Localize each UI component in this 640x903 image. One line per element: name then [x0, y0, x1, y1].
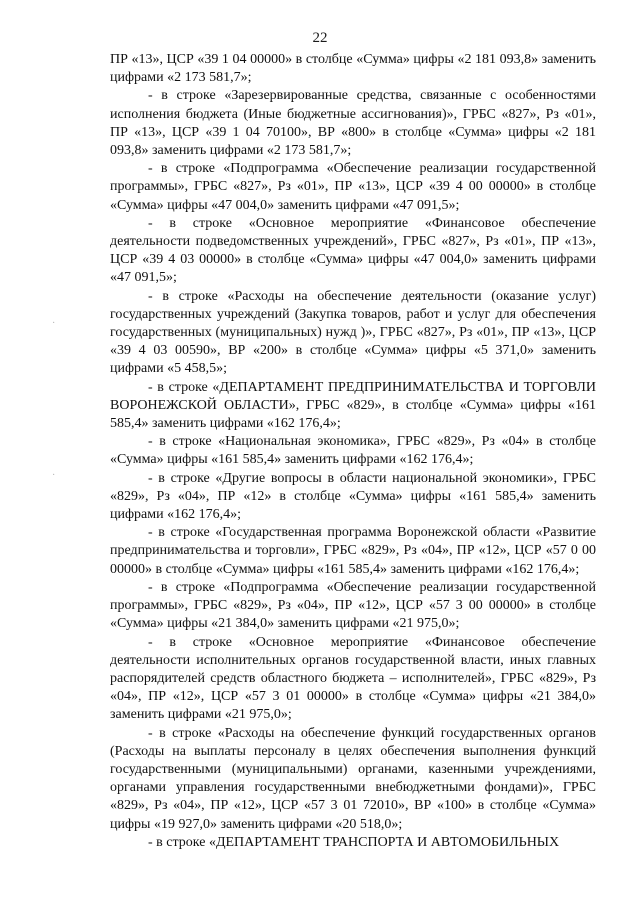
paragraph-subprogram-829: - в строке «Подпрограмма «Обеспечение реализации государственной программы», ГРБС «829», Рз «04», ПР «12», ЦСР «57 3 00 00000» в столбце «Сумма» цифры «21 384,0» заменить цифрами «21 975,0»;: [110, 579, 596, 632]
margin-tick-mark: ·: [52, 470, 56, 481]
paragraph-subprogram-827: - в строке «Подпрограмма «Обеспечение реализации государственной программы», ГРБС «827», Рз «01», ПР «13», ЦСР «39 4 00 00000» в столбце «Сумма» цифры «47 004,0» заменить цифрами «47 091,5»;: [110, 161, 596, 213]
page-number: 22: [312, 30, 328, 46]
paragraph-state-program: - в строке «Государственная программа Воронежской области «Развитие предпринимательства и торговли», ГРБС «829», Рз «04», ПР «12», ЦСР «57 0 00 00000» в столбце «Сумма» цифры «161 585,4» заменить цифрами «162 176,4»;: [110, 525, 596, 577]
paragraph-reserved-funds: - в строке «Зарезервированные средства, связанные с особенностями исполнения бюджета (Иные бюджетные ассигнования)», ГРБС «827», Рз «01», ПР «13», ЦСР «39 1 04 70100», ВР «800» в столбце «Сумма» цифры «2 181 093,8» заменить цифрами «2 173 581,7»;: [110, 88, 596, 159]
paragraph-main-event-829: - в строке «Основное мероприятие «Финансовое обеспечение деятельности исполнительных органов государственной власти, иных главных распорядителей средств областного бюджета – исполнителей», ГРБС «829», Рз «04», ПР «12», ЦСР «57 3 01 00000» в столбце «Сумма» цифры «21 384,0» заменить цифрами «21 975,0»;: [110, 634, 596, 723]
paragraph-department-transport: - в строке «ДЕПАРТАМЕНТ ТРАНСПОРТА И АВТОМОБИЛЬНЫХ: [148, 834, 560, 850]
paragraph-department-trade: - в строке «ДЕПАРТАМЕНТ ПРЕДПРИНИМАТЕЛЬСТВА И ТОРГОВЛИ ВОРОНЕЖСКОЙ ОБЛАСТИ», ГРБС «829», в столбце «Сумма» цифры «161 585,4» заменить цифрами «162 176,4»;: [110, 379, 596, 432]
paragraph-continued: ПР «13», ЦСР «39 1 04 00000» в столбце «Сумма» цифры «2 181 093,8» заменить цифрами «2 173 581,7»;: [110, 52, 596, 86]
paragraph-other-economy-issues: - в строке «Другие вопросы в области национальной экономики», ГРБС «829», Рз «04», ПР «12» в столбце «Сумма» цифры «161 585,4» заменить цифрами «162 176,4»;: [110, 470, 596, 523]
margin-tick-mark: ·: [52, 318, 56, 329]
paragraph-state-bodies-expenses: - в строке «Расходы на обеспечение функций государственных органов (Расходы на выплаты персоналу в целях обеспечения выполнения функций государственными (муниципальными) органами, казенными учреждениями, органами управления государственными внебюджетными фондами)», ГРБС «829», Рз «04», ПР «12», ЦСР «57 3 01 72010», ВР «100» в столбце «Сумма» цифры «19 927,0» заменить цифрами «20 518,0»;: [110, 725, 596, 832]
paragraph-national-economy: - в строке «Национальная экономика», ГРБС «829», Рз «04» в столбце «Сумма» цифры «161 585,4» заменить цифрами «162 176,4»;: [110, 434, 596, 468]
paragraph-institution-expenses: - в строке «Расходы на обеспечение деятельности (оказание услуг) государственных учреждений (Закупка товаров, работ и услуг для обеспечения государственных (муниципальных) нужд )», ГРБС «827», Рз «01», ПР «13», ЦСР «39 4 03 00590», ВР «200» в столбце «Сумма» цифры «5 371,0» заменить цифрами «5 458,5»;: [110, 288, 596, 377]
paragraph-main-event-827: - в строке «Основное мероприятие «Финансовое обеспечение деятельности подведомственных учреждений», ГРБС «827», Рз «01», ПР «13», ЦСР «39 4 03 00000» в столбце «Сумма» цифры «47 004,0» заменить цифрами «47 091,5»;: [110, 215, 596, 286]
document-body: [110, 51, 596, 852]
